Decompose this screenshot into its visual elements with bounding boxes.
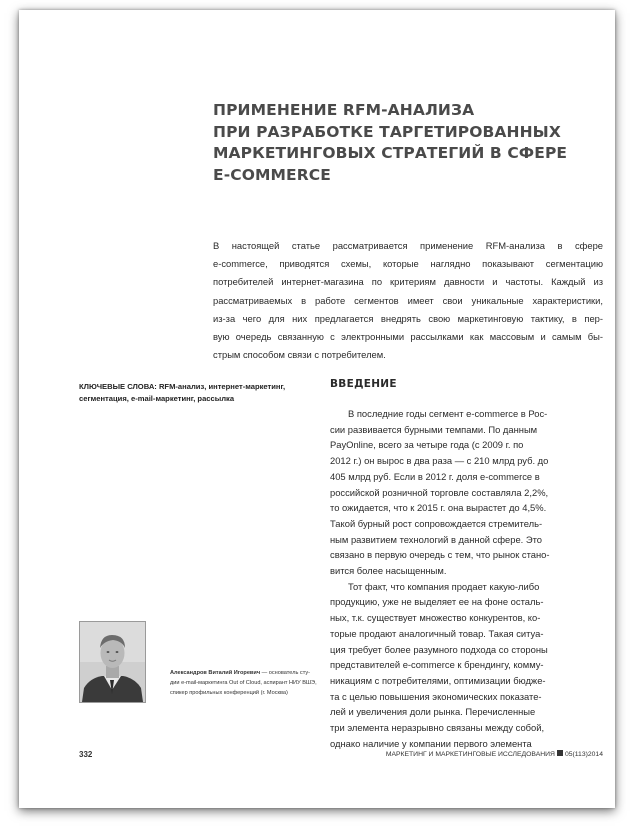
body-line: Тот факт, что компания продает какую-либо bbox=[348, 580, 540, 592]
square-bullet-icon bbox=[557, 750, 563, 756]
body-line: ных, т.к. существует множество конкурентов, ко- bbox=[330, 612, 541, 624]
page-number: 332 bbox=[79, 750, 93, 759]
keywords-line: сегментация, e-mail-маркетинг, рассылка bbox=[79, 394, 235, 403]
abstract-line: вую очередь связанную с электронными рассылками как массовым и самым бы- bbox=[213, 331, 603, 343]
body-line: сии развивается бурными темпами. По данным bbox=[330, 423, 538, 435]
author-name: Александров Виталий Игоревич bbox=[170, 670, 261, 676]
body-line: однако наличие у компании первого элемента bbox=[330, 737, 532, 749]
keywords bbox=[79, 381, 309, 405]
author-bio-line bbox=[170, 668, 330, 678]
author-bio-line: спикер профильных конференций (г. Москва) bbox=[170, 690, 288, 696]
body-line: 405 млрд руб. Если в 2012 г. доля e-commerce в bbox=[330, 470, 540, 482]
author-portrait-icon bbox=[80, 622, 145, 702]
keywords-line: КЛЮЧЕВЫЕ СЛОВА: RFM-анализ, интернет-маркетинг, bbox=[79, 382, 286, 391]
abstract-line: рассматриваемых в работе сегментов имеет свои уникальные характеристики, bbox=[213, 294, 603, 306]
title-line: ПРИ РАЗРАБОТКЕ ТАРГЕТИРОВАННЫХ bbox=[213, 122, 561, 141]
author-bio-text: — основатель сту- bbox=[260, 670, 311, 676]
abstract-line: e-commerce, приводятся схемы, которые наглядно показывают сегментацию bbox=[213, 258, 603, 270]
body-line: продукцию, уже не выделяет ее на фоне осталь- bbox=[330, 596, 544, 608]
body-line: российской розничной торговле составляла 2,2%, bbox=[330, 486, 549, 498]
running-footer bbox=[319, 750, 603, 758]
title-line: E-COMMERCE bbox=[213, 165, 331, 184]
abstract-line: потребителей интернет-магазина по критериям давности и частоты. Каждый из bbox=[213, 276, 603, 288]
body-line: ным развитием технологий в данной сфере. Это bbox=[330, 533, 543, 545]
body-line: вится более насыщенным. bbox=[330, 565, 447, 577]
abstract-line: из-за чего для них предлагается внедрять свою маркетинговую тактику, в пер- bbox=[213, 312, 603, 324]
body-line: Такой бурный рост сопровождается стремитель- bbox=[330, 517, 543, 529]
issue-number: 05(113)2014 bbox=[564, 751, 603, 758]
author-photo bbox=[79, 621, 146, 703]
body-line: торые продают аналогичный товар. Такая ситуа- bbox=[330, 627, 544, 639]
title-line: ПРИМЕНЕНИЕ RFM-АНАЛИЗА bbox=[213, 101, 475, 119]
body-line: связано в первую очередь с тем, что рынок стано- bbox=[330, 549, 550, 561]
body-line: лей и увеличения доли рынка. Перечисленные bbox=[330, 706, 536, 718]
body-line: та с целью повышения экономических показате- bbox=[330, 690, 542, 702]
body-line: PayOnline, всего за четыре года (с 2009 г. по bbox=[330, 439, 524, 451]
article-abstract bbox=[213, 237, 603, 364]
body-line: то ожидается, что к 2015 г. она вырастет до 4,5%. bbox=[330, 502, 547, 514]
section-heading: ВВЕДЕНИЕ bbox=[330, 378, 397, 390]
article-title bbox=[213, 100, 568, 186]
body-line: никациям с потребителями, оптимизации бюдже- bbox=[330, 674, 546, 686]
author-bio bbox=[170, 668, 330, 698]
journal-page bbox=[19, 10, 615, 808]
author-bio-line: дии e-mail-маркетинга Out of Cloud, аспирант НИУ ВШЭ, bbox=[170, 680, 317, 686]
body-line: В последние годы сегмент e-commerce в Рос- bbox=[348, 408, 548, 419]
body-line: представителей e-commerce к брендингу, комму- bbox=[330, 659, 544, 671]
abstract-line: стрым способом связи с потребителем. bbox=[213, 349, 386, 361]
body-line: ция требует более разумного подхода со стороны bbox=[330, 643, 548, 655]
journal-name: МАРКЕТИНГ И МАРКЕТИНГОВЫЕ ИССЛЕДОВАНИЯ bbox=[385, 751, 555, 758]
body-line: 2012 г.) он вырос в два раза — с 210 млрд руб. до bbox=[330, 455, 549, 467]
abstract-line: В настоящей статье рассматривается применение RFM-анализа в сфере bbox=[213, 240, 603, 251]
body-text bbox=[330, 406, 590, 751]
title-line: МАРКЕТИНГОВЫХ СТРАТЕГИЙ В СФЕРЕ bbox=[213, 144, 568, 162]
body-line: три элемента неразрывно связаны между собой, bbox=[330, 722, 545, 734]
